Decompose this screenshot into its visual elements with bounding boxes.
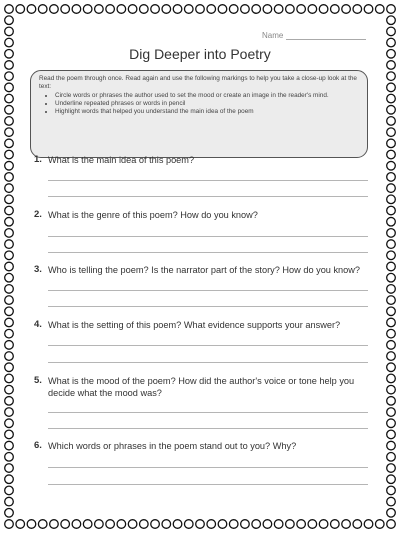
border-ring xyxy=(5,419,14,428)
answer-line[interactable] xyxy=(48,484,368,485)
border-ring xyxy=(387,363,396,372)
border-ring xyxy=(5,173,14,182)
border-ring xyxy=(5,441,14,450)
border-ring xyxy=(387,419,396,428)
answer-line[interactable] xyxy=(48,345,368,346)
border-ring xyxy=(162,5,171,14)
border-ring xyxy=(5,128,14,137)
border-ring xyxy=(387,475,396,484)
border-ring xyxy=(241,520,250,529)
border-ring xyxy=(274,520,283,529)
border-ring xyxy=(173,5,182,14)
border-ring xyxy=(387,94,396,103)
border-ring xyxy=(387,251,396,260)
instructions-list xyxy=(39,92,359,117)
border-ring xyxy=(151,5,160,14)
border-ring xyxy=(5,509,14,518)
border-ring xyxy=(5,217,14,226)
answer-line[interactable] xyxy=(48,196,368,197)
border-ring xyxy=(387,352,396,361)
border-ring xyxy=(151,520,160,529)
border-ring xyxy=(5,72,14,81)
border-ring xyxy=(5,329,14,338)
border-ring xyxy=(229,5,238,14)
border-ring xyxy=(72,520,81,529)
border-ring xyxy=(297,5,306,14)
border-ring xyxy=(387,240,396,249)
border-ring xyxy=(274,5,283,14)
border-ring xyxy=(286,5,295,14)
border-ring xyxy=(387,139,396,148)
instruction-item: • Circle words or phrases the author used to set the mood or create an image in the reader's mind. xyxy=(55,92,359,100)
border-ring xyxy=(319,5,328,14)
answer-line[interactable] xyxy=(48,180,368,181)
border-ring xyxy=(5,464,14,473)
border-ring xyxy=(5,296,14,305)
instructions-box xyxy=(30,70,368,158)
border-ring xyxy=(387,105,396,114)
border-ring xyxy=(117,520,126,529)
border-ring xyxy=(72,5,81,14)
border-ring xyxy=(5,486,14,495)
question-text: What is the genre of this poem? How do you know? xyxy=(48,210,258,220)
answer-line[interactable] xyxy=(48,362,368,363)
border-ring xyxy=(218,5,227,14)
answer-line[interactable] xyxy=(48,252,368,253)
border-ring xyxy=(5,475,14,484)
border-ring xyxy=(387,397,396,406)
answer-line[interactable] xyxy=(48,428,368,429)
border-ring xyxy=(387,206,396,215)
border-ring xyxy=(241,5,250,14)
border-ring xyxy=(117,5,126,14)
border-ring xyxy=(387,296,396,305)
border-ring xyxy=(387,184,396,193)
border-ring xyxy=(5,5,14,14)
border-ring xyxy=(83,5,92,14)
border-ring xyxy=(5,251,14,260)
question-number: 1. xyxy=(34,154,42,165)
border-ring xyxy=(252,520,261,529)
border-ring xyxy=(375,520,384,529)
border-ring xyxy=(387,374,396,383)
border-ring xyxy=(5,307,14,316)
border-ring xyxy=(342,5,351,14)
border-ring xyxy=(387,453,396,462)
border-ring xyxy=(387,318,396,327)
border-ring xyxy=(387,83,396,92)
border-ring xyxy=(5,27,14,36)
border-ring xyxy=(387,16,396,25)
border-ring xyxy=(319,520,328,529)
border-ring xyxy=(5,184,14,193)
border-ring xyxy=(297,520,306,529)
border-ring xyxy=(387,195,396,204)
border-ring xyxy=(218,520,227,529)
border-ring xyxy=(140,520,149,529)
border-ring xyxy=(331,5,340,14)
answer-line[interactable] xyxy=(48,236,368,237)
border-ring xyxy=(50,5,59,14)
name-label: Name xyxy=(262,31,284,40)
border-ring xyxy=(128,520,137,529)
border-ring xyxy=(387,217,396,226)
border-ring xyxy=(83,520,92,529)
border-ring xyxy=(263,520,272,529)
border-ring xyxy=(387,441,396,450)
border-ring xyxy=(387,341,396,350)
border-ring xyxy=(106,5,115,14)
border-ring xyxy=(387,329,396,338)
border-ring xyxy=(196,5,205,14)
border-ring xyxy=(5,16,14,25)
border-ring xyxy=(5,206,14,215)
border-ring xyxy=(5,139,14,148)
border-ring xyxy=(5,385,14,394)
border-ring xyxy=(50,520,59,529)
border-ring xyxy=(128,5,137,14)
border-ring xyxy=(140,5,149,14)
border-ring xyxy=(331,520,340,529)
border-ring xyxy=(5,150,14,159)
instructions-intro: Read the poem through once. Read again and use the following markings to help you take a close-up look at the text: xyxy=(39,75,357,91)
question-text: Who is telling the poem? Is the narrator part of the story? How do you know? xyxy=(48,265,361,275)
border-ring xyxy=(5,430,14,439)
border-ring xyxy=(308,5,317,14)
question-number: 3. xyxy=(34,264,42,275)
border-ring xyxy=(27,520,36,529)
border-ring xyxy=(342,520,351,529)
border-ring xyxy=(5,374,14,383)
question-text: What is the setting of this poem? What evidence supports your answer? xyxy=(48,320,341,330)
border-ring xyxy=(387,128,396,137)
border-ring xyxy=(27,5,36,14)
instruction-item: • Highlight words that helped you understand the main idea of the poem xyxy=(55,108,359,116)
answer-line[interactable] xyxy=(48,306,368,307)
border-ring xyxy=(229,520,238,529)
border-ring xyxy=(308,520,317,529)
question-number: 5. xyxy=(34,375,42,386)
question-number: 4. xyxy=(34,319,42,330)
border-ring xyxy=(364,520,373,529)
answer-line[interactable] xyxy=(48,412,368,413)
border-ring xyxy=(353,520,362,529)
page-title: Dig Deeper into Poetry xyxy=(129,46,271,62)
border-ring xyxy=(196,520,205,529)
question-text: What is the mood of the poem? How did the author's voice or tone help you decide what the mood was? xyxy=(48,376,355,398)
border-ring xyxy=(162,520,171,529)
border-ring xyxy=(5,229,14,238)
answer-line[interactable] xyxy=(48,290,368,291)
border-ring xyxy=(5,94,14,103)
border-ring xyxy=(95,520,104,529)
border-ring xyxy=(387,161,396,170)
border-ring xyxy=(5,285,14,294)
answer-line[interactable] xyxy=(48,467,368,468)
border-ring xyxy=(61,5,70,14)
border-ring xyxy=(387,486,396,495)
border-ring xyxy=(184,5,193,14)
border-ring xyxy=(106,520,115,529)
question-number: 6. xyxy=(34,440,42,451)
border-ring xyxy=(387,430,396,439)
border-ring xyxy=(387,150,396,159)
border-ring xyxy=(173,520,182,529)
border-ring xyxy=(5,117,14,126)
border-ring xyxy=(387,307,396,316)
border-ring xyxy=(95,5,104,14)
border-ring xyxy=(387,509,396,518)
border-ring xyxy=(5,273,14,282)
border-ring xyxy=(387,385,396,394)
border-ring xyxy=(387,5,396,14)
border-ring xyxy=(387,497,396,506)
border-ring xyxy=(38,520,47,529)
question-text: What is the main idea of this poem? xyxy=(48,155,195,165)
border-ring xyxy=(5,397,14,406)
border-ring xyxy=(263,5,272,14)
border-ring xyxy=(5,195,14,204)
border-ring xyxy=(5,262,14,271)
border-ring xyxy=(5,318,14,327)
border-ring xyxy=(387,72,396,81)
border-ring xyxy=(16,520,25,529)
question-number: 2. xyxy=(34,209,42,220)
border-ring xyxy=(5,105,14,114)
border-ring xyxy=(387,117,396,126)
border-ring xyxy=(5,520,14,529)
border-ring xyxy=(387,173,396,182)
border-ring xyxy=(61,520,70,529)
border-ring xyxy=(184,520,193,529)
border-ring xyxy=(16,5,25,14)
border-ring xyxy=(5,240,14,249)
name-field[interactable] xyxy=(286,39,366,40)
border-ring xyxy=(286,520,295,529)
border-ring xyxy=(387,408,396,417)
border-ring xyxy=(387,262,396,271)
border-ring xyxy=(5,408,14,417)
border-ring xyxy=(5,453,14,462)
border-ring xyxy=(375,5,384,14)
border-ring xyxy=(5,83,14,92)
border-ring xyxy=(252,5,261,14)
border-ring xyxy=(5,497,14,506)
border-ring xyxy=(387,520,396,529)
border-ring xyxy=(5,363,14,372)
border-ring xyxy=(387,27,396,36)
border-ring xyxy=(207,5,216,14)
border-ring xyxy=(387,229,396,238)
border-ring xyxy=(207,520,216,529)
border-ring xyxy=(5,352,14,361)
border-ring xyxy=(387,464,396,473)
border-ring xyxy=(353,5,362,14)
border-ring xyxy=(387,285,396,294)
border-ring xyxy=(5,161,14,170)
question-text: Which words or phrases in the poem stand out to you? Why? xyxy=(48,441,297,451)
border-ring xyxy=(387,273,396,282)
border-ring xyxy=(364,5,373,14)
border-ring xyxy=(38,5,47,14)
border-ring xyxy=(5,341,14,350)
instruction-item: • Underline repeated phrases or words in pencil xyxy=(55,100,359,108)
